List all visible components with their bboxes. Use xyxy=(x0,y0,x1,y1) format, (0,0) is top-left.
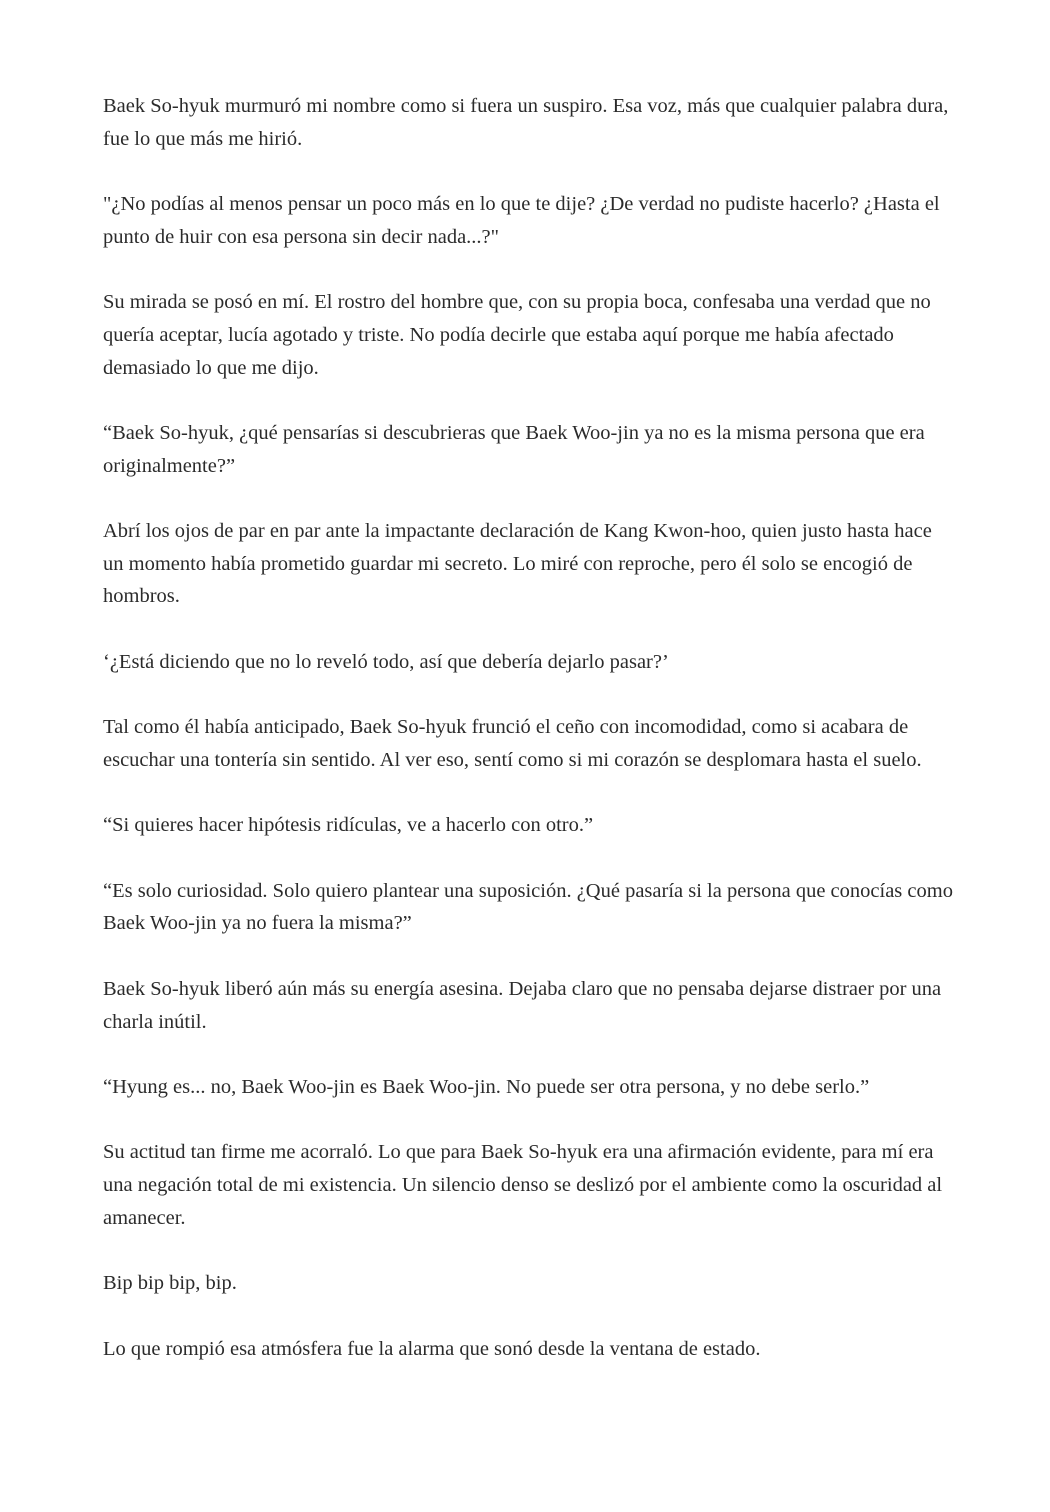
paragraph-8: “Si quieres hacer hipótesis ridículas, ve a hacerlo con otro.” xyxy=(103,814,594,837)
paragraph-10: Baek So-hyuk liberó aún más su energía asesina. Dejaba claro que no pensaba dejarse distraer por una charla inútil. xyxy=(103,977,942,1033)
document-body xyxy=(103,90,953,1365)
paragraph-9: “Es solo curiosidad. Solo quiero plantear una suposición. ¿Qué pasaría si la persona que conocías como Baek Woo-jin ya no fuera la misma?” xyxy=(103,879,953,935)
paragraph-7: Tal como él había anticipado, Baek So-hyuk frunció el ceño con incomodidad, como si acabara de escuchar una tontería sin sentido. Al ver eso, sentí como si mi corazón se desplomara hasta el suelo. xyxy=(103,716,922,771)
paragraph-12: Su actitud tan firme me acorraló. Lo que para Baek So-hyuk era una afirmación evidente, para mí era una negación total de mi existencia. Un silencio denso se deslizó por el ambiente como la oscuridad al amanecer. xyxy=(103,1141,943,1229)
paragraph-6: ‘¿Está diciendo que no lo reveló todo, así que debería dejarlo pasar?’ xyxy=(103,650,669,673)
paragraph-4: “Baek So-hyuk, ¿qué pensarías si descubrieras que Baek Woo-jin ya no es la misma persona que era originalmente?” xyxy=(103,421,925,477)
paragraph-1: Baek So-hyuk murmuró mi nombre como si fuera un suspiro. Esa voz, más que cualquier palabra dura, fue lo que más me hirió. xyxy=(103,95,949,150)
paragraph-14: Lo que rompió esa atmósfera fue la alarma que sonó desde la ventana de estado. xyxy=(103,1337,761,1360)
paragraph-2: "¿No podías al menos pensar un poco más en lo que te dije? ¿De verdad no pudiste hacerlo? ¿Hasta el punto de huir con esa persona sin decir nada...?" xyxy=(103,193,940,248)
paragraph-3: Su mirada se posó en mí. El rostro del hombre que, con su propia boca, confesaba una verdad que no quería aceptar, lucía agotado y triste. No podía decirle que estaba aquí porque me había afectado demasiado lo que me dijo. xyxy=(103,291,931,379)
paragraph-5: Abrí los ojos de par en par ante la impactante declaración de Kang Kwon-hoo, quien justo hasta hace un momento había prometido guardar mi secreto. Lo miré con reproche, pero él solo se encogió de hombros. xyxy=(103,520,932,608)
paragraph-13: Bip bip bip, bip. xyxy=(103,1272,237,1295)
paragraph-11: “Hyung es... no, Baek Woo-jin es Baek Woo-jin. No puede ser otra persona, y no debe serlo.” xyxy=(103,1075,870,1098)
